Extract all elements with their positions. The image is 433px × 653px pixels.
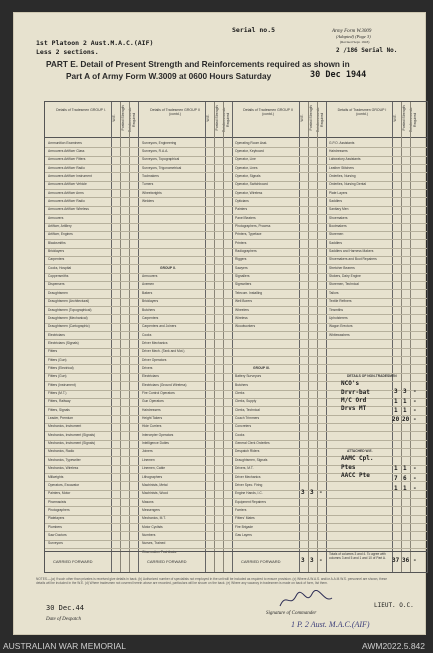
trade-row-label: Surveyors, Trigonometrical [142,165,182,170]
trade-row-label: Well Borers [235,299,252,304]
trade-row-label: Butchers [142,307,156,312]
trade-row-label: Bricklayers [142,299,159,304]
trade-row-label: Telecom. Installing [235,290,263,295]
trade-row-label: Cooks [142,332,152,337]
row-line [45,164,427,165]
trade-row-label: Fitters' Mates [235,516,255,521]
trade-row-label: Electricians (Ground Wireless) [142,382,187,387]
serial-label: Serial no.5 [232,26,276,34]
trade-row-label: M/C Ord [341,396,367,404]
row-line [45,364,427,365]
entry-reinf: - [319,489,323,496]
trade-row-label: Operating Room Asst. [235,140,268,145]
form-title: PART E. Detail of Present Strength and Reinforcements required as shown in [46,59,350,69]
caption-source: AUSTRALIAN WAR MEMORIAL [3,641,126,651]
signature-label: Signature of Commander [266,611,317,616]
trade-row-label: Cooks [235,432,245,437]
trade-row-label: Photographers [48,507,70,512]
trade-row-label: Painters, Motor [48,491,71,496]
entry-we: 1 [394,465,398,472]
trade-row-label: Armourers Artificer Instrument [48,173,92,178]
sub-header: Posted Strength [402,105,407,131]
entry-reinf: - [413,416,417,423]
sub-header: Reinforcements Required [222,107,230,133]
trade-row-label: Armourers Artificer Radio [48,198,85,203]
row-line [45,306,427,307]
despatch-label: Date of Despatch [46,617,81,622]
entry-posted: 6 [403,475,407,482]
entry-we: 3 [394,388,398,395]
carried-forward-value: 3 [301,557,305,564]
carried-forward-label-3: CARRIED FORWARD [241,559,281,564]
report-date: 30 Dec 1944 [310,70,367,80]
trade-row-label: Gun Operators [142,399,164,404]
trade-row-label: Shoemakers and Boot Repairers [329,257,377,262]
entry-reinf: - [413,398,417,405]
trade-row-label: Textile Refiners [329,299,352,304]
entry-we: 20 [392,416,400,423]
group-header-3: Details of Tradesmen GROUP II (contd.) [243,108,293,116]
trade-row-label: Operator, Switchboard [235,182,268,187]
trade-row-label: Pharmacists [48,499,67,504]
trade-row-label: Surveyors, R.A.A. [142,148,169,153]
trade-row-label: Signallers [235,274,250,279]
trade-row-label: Lithographers [142,474,163,479]
sub-header: W.E. [112,114,117,122]
trade-row-label: Fitters (M.T.) [48,391,67,395]
trade-row-label: Machinists, Metal [142,482,168,487]
trade-row-label: Drivers, M.T. [235,466,254,471]
trade-row-label: Armourers Artificer Arms [48,190,84,195]
trade-row-label: Bakers [142,290,153,295]
trade-row-label: Intelligence Duties [142,441,169,446]
trade-row-label: Opticians [235,198,249,203]
trade-row-label: Mechanics, Instrument (Signals) [48,441,96,446]
trade-row-label: Armourers [142,274,158,279]
trade-row-label: Mechanics, M.T. [142,516,166,521]
trade-row-label: Saddlers and Harness Makers [329,249,374,254]
trade-row-label: Armourers Artificer Class [48,148,85,153]
trade-row-label: Turners [142,182,154,187]
trade-row-label: DETAILS OF NON-TRADESMEN [347,374,397,379]
trade-row-label: Plate Layers [329,190,348,195]
sub-header: Posted Strength [121,105,126,131]
trade-row-label: Stokers, Dairy Engine [329,274,361,279]
entry-posted: 1 [403,485,407,492]
trade-row-label: Clerks, Supply [235,399,257,404]
total-value: - [413,557,417,564]
trade-row-label: Farriers [235,507,247,512]
trade-row-label: Masons [142,499,154,504]
trade-row-label: GROUP II. [160,265,176,270]
despatch-date: 30 Dec.44 [46,604,84,612]
form-title-line2: Part A of Army Form W.3009 at 0600 Hours Saturday [66,71,272,81]
trade-row-label: Wagon Erectors [329,324,353,329]
trade-row-label: Operator, Signals [235,173,261,178]
trade-row-label: Whitewashers [329,332,350,337]
trade-row-label: Driver Mechanics [142,340,168,345]
trade-row-label: Plumbers [48,524,62,529]
row-line [45,214,427,215]
trade-row-label: Coppersmiths [48,274,69,279]
sub-header: Posted Strength [309,105,314,131]
entry-reinf: - [413,388,417,395]
sub-header: Reinforcements Required [128,107,136,133]
trade-row-label: Operators, Excavator [48,482,80,487]
entry-reinf: - [413,407,417,414]
group-header-1: Details of Tradesmen GROUP I. [56,108,106,112]
trade-row-label: Surveyors [48,541,63,546]
entry-posted: 1 [403,398,407,405]
trade-row-label: Drvs MT [341,405,367,413]
trade-row-label: Artificer, Engines [48,232,73,237]
trade-row-label: Mechanics, Radio [48,449,75,454]
trade-row-label: Wheelers [235,307,249,312]
trade-row-label: Welders [142,198,155,203]
trade-row-label: Armourers Artificer Fitters [48,157,86,162]
group-header-2: Details of Tradesmen GROUP II (contd.) [150,108,200,116]
trade-row-label: Stretcher Bearers [329,265,355,270]
entry-we: 1 [394,407,398,414]
carried-forward-label-1: CARRIED FORWARD [53,559,93,564]
entry-posted: 20 [402,416,410,423]
unit-name: 1st Platoon 2 Aust.M.A.C.(AIF) [36,39,154,47]
trade-row-label: Saddlers [329,198,343,203]
row-line [45,331,427,332]
trade-row-label: Mechanics, Wireless [48,466,79,471]
trade-row-label: Messengers [142,507,160,512]
trade-row-label: Fitters (Gun) [48,357,67,362]
entry-reinf: - [413,475,417,482]
trade-row-label: Linemen, Cable [142,466,166,471]
trade-row-label: Driver Spec. Firing [235,482,263,487]
trade-row-label: Fitters, Signals [48,407,70,412]
row-line [45,498,427,499]
row-line [45,348,427,349]
trade-row-label: Equipment Repairers [235,499,266,504]
serial-number: 2 /186 Serial No. [336,47,398,54]
trade-row-label: Dispensers [48,282,65,287]
entry-reinf: - [413,485,417,492]
trade-row-label: Hairdressers [142,407,161,412]
trade-row-label: Drvr-bat [341,388,370,396]
sub-header: Posted Strength [215,105,220,131]
trade-row-label: Panel Beaters [235,215,256,220]
trade-row-label: Electricians (Signals) [48,340,79,345]
trade-row-label: Painters [235,207,248,212]
sub-header: Reinforcements Required [316,107,324,133]
row-line [45,381,427,382]
entry-we: 3 [301,489,305,496]
trade-row-label: Surveyors, Engineering [142,140,177,145]
trade-row-label: Armourers Artificer Vehicle [48,182,87,187]
trade-row-label: Carpenters [142,315,159,320]
trade-row-label: Draughtsmen (Architectural) [48,299,90,304]
caption-accession: AWM2022.5.842 [362,641,425,651]
trade-row-label: Orderlies, Nursing [329,173,356,178]
entry-we: 7 [394,475,398,482]
trade-row-label: Concreters [235,424,252,429]
carried-forward-value: 3 [310,557,314,564]
trade-row-label: Laboratory Assistants [329,157,361,162]
form-reference-revised: (Revised Sept. 1943) [340,40,370,44]
trade-row-label: Ammunition Examiners [48,140,82,145]
sub-header: W.E. [206,114,211,122]
carried-forward-label-2: CARRIED FORWARD [147,559,187,564]
trade-row-label: Draughtsmen, Signals [235,457,268,462]
trade-row-label: GROUP III. [253,365,270,370]
form-page [13,12,426,635]
trade-row-label: NCO's [341,380,360,388]
trade-row-label: Numbers [142,532,156,537]
row-line [45,356,427,357]
trade-row-label: Fitters (Instrument) [48,382,76,387]
trade-row-label: Axemen [142,282,155,287]
trade-row-label: Wireless [235,315,248,320]
entry-posted: 3 [403,388,407,395]
trade-row-label: Platelayers [48,516,65,521]
trade-row-label: Storemen, Technical [329,282,359,287]
trade-row-label: Mechanics, Typewriter [48,457,81,462]
trade-row-label: Bricklayers [48,249,65,254]
trade-row-label: Height Takers [142,416,163,421]
trade-row-label: Mechanics, Instrument (Signals) [48,432,96,437]
trade-row-label: Woodworkers [235,324,256,329]
trade-row-label: Fitters (Electrical) [48,365,74,370]
trade-row-label: Saw Doctors [48,532,67,537]
trade-row-label: Armourers Artificer Wireless [48,207,89,212]
trade-row-label: Saddlers [329,240,343,245]
entry-posted: 3 [310,489,314,496]
trade-row-label: Machinists, Wood [142,491,168,496]
trade-row-label: Electricians [142,374,159,379]
row-line [45,339,427,340]
trade-row-label: Wheelwrights [142,190,162,195]
trade-row-label: Linemen [142,457,155,462]
trade-row-label: Artificer, Artillery [48,224,72,228]
trade-row-label: Printers, Typeface [235,232,262,237]
trade-row-label: Driver Operators [142,357,167,362]
trade-row-label: Operator, Wireless [235,190,263,195]
trade-row-label: Operator, Keyboard [235,148,264,153]
row-line [45,523,427,524]
total-value: 37 [392,557,400,564]
trade-row-label: AAMC Cpl. [341,455,374,463]
trade-row-label: Tinsmiths [329,307,343,312]
trade-row-label: Ptes [341,463,356,471]
trade-row-label: Electricians [48,332,65,337]
entry-posted: 1 [403,407,407,414]
carried-forward-value: - [319,557,323,564]
form-reference: Army Form W.3009 [332,29,372,34]
trade-row-label: Despatch Riders [235,449,260,454]
trade-row-label: Draughtsmen (Topographical) [48,307,92,312]
trade-row-label: Cooks, Hospital [48,265,72,270]
row-line [45,189,427,190]
trade-row-label: Driver Mechanics [235,474,261,479]
trade-row-label: Carpenters [48,257,65,262]
trade-row-label: Battery Surveyors [235,374,262,379]
entry-posted: 1 [403,465,407,472]
trade-row-label: Observation Post Assts. [142,549,177,554]
trade-row-label: Motor Cyclists [142,524,163,529]
strength-table [44,101,428,573]
entry-reinf: - [413,465,417,472]
trade-row-label: Blacksmiths [48,240,66,245]
trade-row-label: Upholsterers [329,315,348,320]
trade-row-label: Joiners [142,449,153,454]
table-header [45,102,427,138]
trade-row-label: AACC Pte [341,472,370,479]
trade-row-label: Hide Curriers [142,424,162,429]
form-reference-page: (Adapted) (Page 3) [336,34,371,39]
trade-row-label: Tailors [329,290,339,295]
form-notes: NOTES.—(a) If such other than privates is received give details in back. (b) Authorized number of specialists not employed in the unit will be included as required to ensure provision. (c) Where A.W.A.S. and/or A.A.M.W.S. personnel are shown, these details will be included in the W.E. (d) Where tradesmen not covered herein above are recorded, particulars will be shown on the back. (e) Where any vacancy in tradesmen is made on back of form, list them. [36,577,387,586]
trade-row-label: Armourers Artificer Radio [48,165,85,170]
trade-row-label: Fire Control Operators [142,391,175,395]
trade-row-label: Riggers [235,257,247,262]
unit-subtitle: Less 2 sections. [36,48,99,56]
trade-row-label: Sawyers [235,265,248,270]
trade-row-label: Fitters [48,349,58,354]
trade-row-label: Carpenters and Joiners [142,324,177,329]
trade-row-label: Operator, Lines [235,165,258,170]
trade-row-label: Clerks, Technical [235,407,260,412]
trade-row-label: Shoemakers [329,215,348,220]
sub-header: W.E. [393,114,398,122]
trade-row-label: Radiographers [235,249,257,254]
trade-row-label: Drivers [142,365,153,370]
trade-row-label: Photographers, Process [235,224,271,228]
sub-header: W.E. [300,114,305,122]
trade-row-label: Leader, Premium [48,416,74,421]
trade-row-label: G.P.O. Assistants [329,140,355,145]
trade-row-label: Leather Stitchers [329,165,354,170]
trade-row-label: Millwrights [48,474,64,479]
trade-row-label: Signwriters [235,282,252,287]
entry-we: 1 [394,485,398,492]
row-line [45,540,427,541]
trade-row-label: Nurses, Trained [142,541,166,546]
trade-row-label: ATTACHED W.E. [347,449,373,454]
trade-row-label: Hairdressers [329,148,348,153]
trade-row-label: Engine Hands, I.C. [235,491,263,496]
trade-row-label: Printers [235,240,247,245]
signature [276,590,336,610]
total-value: 36 [402,557,410,564]
row-line [45,548,427,549]
trade-row-label: Operator, Line [235,157,256,162]
trade-row-label: Draughtsmen (Cartographic) [48,324,90,329]
trade-row-label: Draughtsmen [48,290,68,295]
trade-row-label: Draughtsmen (Mechanical) [48,315,88,320]
trade-row-label: Storemen [329,232,344,237]
trade-row-label: Butchers [235,382,249,387]
trade-row-label: Fire Brigade [235,524,253,529]
trade-row-label: Intercepter Operators [142,432,174,437]
trade-row-label: General Clerk Orderlies [235,441,270,446]
trade-row-label: Surveyors, Topographical [142,157,180,162]
entry-we: 1 [394,398,398,405]
totals-label: Totals of columns 3 and 4. To agree with columns 3 and 5 and 1 and 10 of Part A. [329,552,386,560]
trade-row-label: Orderlies, Nursing Dental [329,182,367,187]
trade-row-label: Toolmakers [142,173,159,178]
trade-row-label: Clerks [235,391,245,395]
trade-row-label: Fitters (Gun) [48,374,67,379]
group-header-4: Details of Tradesmen GROUP I (contd.) [337,108,387,116]
trade-row-label: Fitters, Railway [48,399,71,404]
trade-row-label: Coach Trimmers [235,416,260,421]
sub-header: Reinforcements Required [409,107,417,133]
trade-row-label: Armourers [48,215,64,220]
trade-row-label: Mechanics, Instrument [48,424,82,429]
unit-stamp: 1 P. 2 Aust. M.A.C.(AIF) [291,620,370,629]
trade-row-label: Bootmakers [329,224,347,228]
trade-row-label: Sanitary Men [329,207,349,212]
trade-row-label: Driver Mech. (Tank and Mot.) [142,349,185,354]
officer-rank: LIEUT. O.C. [374,602,414,609]
trade-row-label: Gas Layers [235,532,252,537]
